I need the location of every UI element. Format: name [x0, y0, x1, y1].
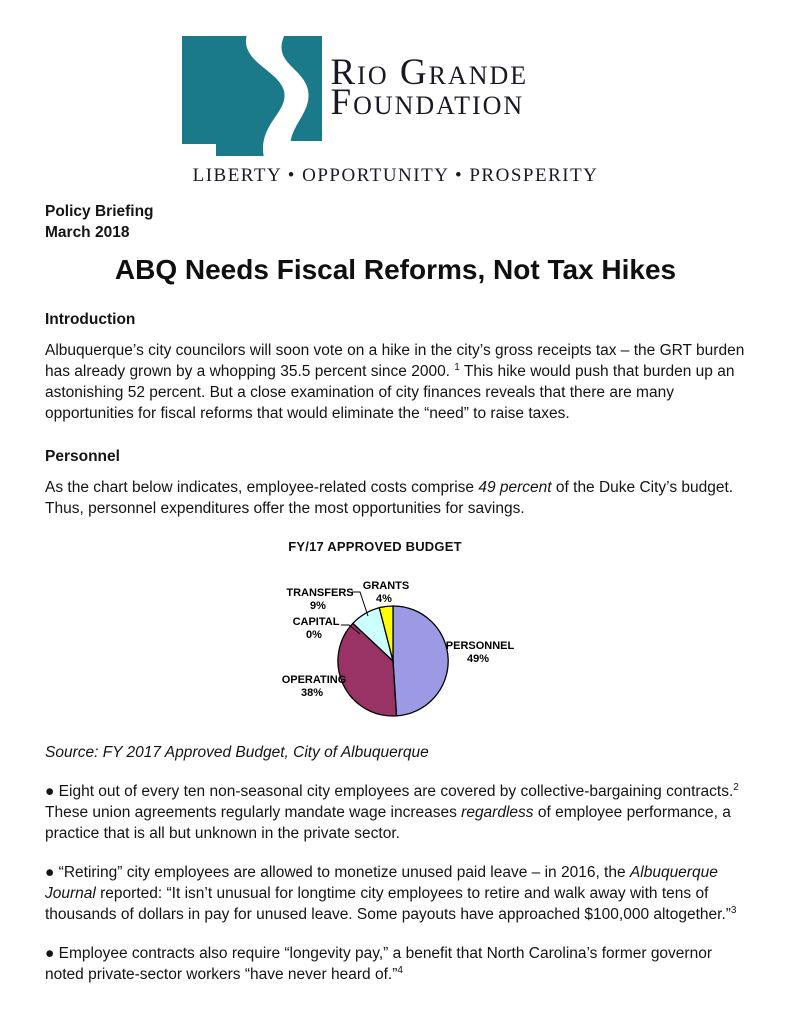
- doc-date-label: March 2018: [45, 224, 130, 241]
- pie-label-capital: CAPITAL 0%: [292, 616, 340, 641]
- pie-chart-canvas: [215, 564, 535, 724]
- logo-tagline: LIBERTY • OPPORTUNITY • PROSPERITY: [192, 165, 599, 186]
- page-title: ABQ Needs Fiscal Reforms, Not Tax Hikes: [114, 254, 677, 285]
- logo-name-line1: Rio Grande: [330, 52, 529, 93]
- new-mexico-river-logo-icon: [181, 34, 323, 160]
- pie-label-grants: GRANTS 4%: [362, 580, 410, 605]
- logo-wordmark: [330, 52, 529, 123]
- introduction-paragraph: Albuquerque’s city councilors will soon vote on a hike in the city’s gross receipts tax – the GRT burden has already grown by a whopping 35.5 percent since 2000. $^1$ This hike would push that burden up an astonishing 52 percent. But a close examination of city finances reveals that there are many opportunities for fiscal reforms that would eliminate the “need” to raise taxes.: [45, 342, 745, 422]
- pie-leader-line: [352, 592, 368, 616]
- document-meta: [45, 201, 746, 243]
- logo-row: [181, 34, 611, 160]
- pie-slice-personnel: [393, 606, 448, 716]
- logo-name-line2: Foundation: [330, 82, 525, 123]
- pie-label-personnel: PERSONNEL 49%: [445, 640, 515, 665]
- pie-label-transfers: TRANSFERS 9%: [286, 587, 354, 612]
- bullet-unused-leave-payouts: ● “Retiring” city employees are allowed to monetize unused paid leave – in 2016, the Albuquerque Journal reported: “It isn’t unusual for longtime city employees to retire and walk away with tens of thousands of dollars in pay for unused leave. Some payouts have approached $100,000 altogether.”$^3$: [45, 864, 737, 923]
- chart-source-note: Source: FY 2017 Approved Budget, City of Albuquerque: [45, 744, 429, 761]
- rio-grande-foundation-logo: [181, 34, 611, 187]
- section-heading-introduction: Introduction: [45, 311, 136, 328]
- budget-pie-chart: [215, 539, 535, 724]
- section-heading-personnel: Personnel: [45, 448, 120, 465]
- pie-label-operating: OPERATING 38%: [281, 674, 347, 699]
- chart-title: FY/17 APPROVED BUDGET: [288, 539, 462, 554]
- bullet-collective-bargaining: ● Eight out of every ten non-seasonal city employees are covered by collective-bargaining contracts.$^2$ These union agreements regularly mandate wage increases regardless of employee performance, a practice that is all but unknown in the private sector.: [45, 781, 739, 842]
- personnel-paragraph: As the chart below indicates, employee-related costs comprise 49 percent of the Duke City’s budget. Thus, personnel expenditures offer the most opportunities for savings.: [45, 479, 734, 517]
- bullet-longevity-pay: ● Employee contracts also require “longevity pay,” a benefit that North Carolina’s former governor noted private-sector workers “have never heard of.”$^4$: [45, 945, 712, 983]
- doc-type-label: Policy Briefing: [45, 203, 154, 220]
